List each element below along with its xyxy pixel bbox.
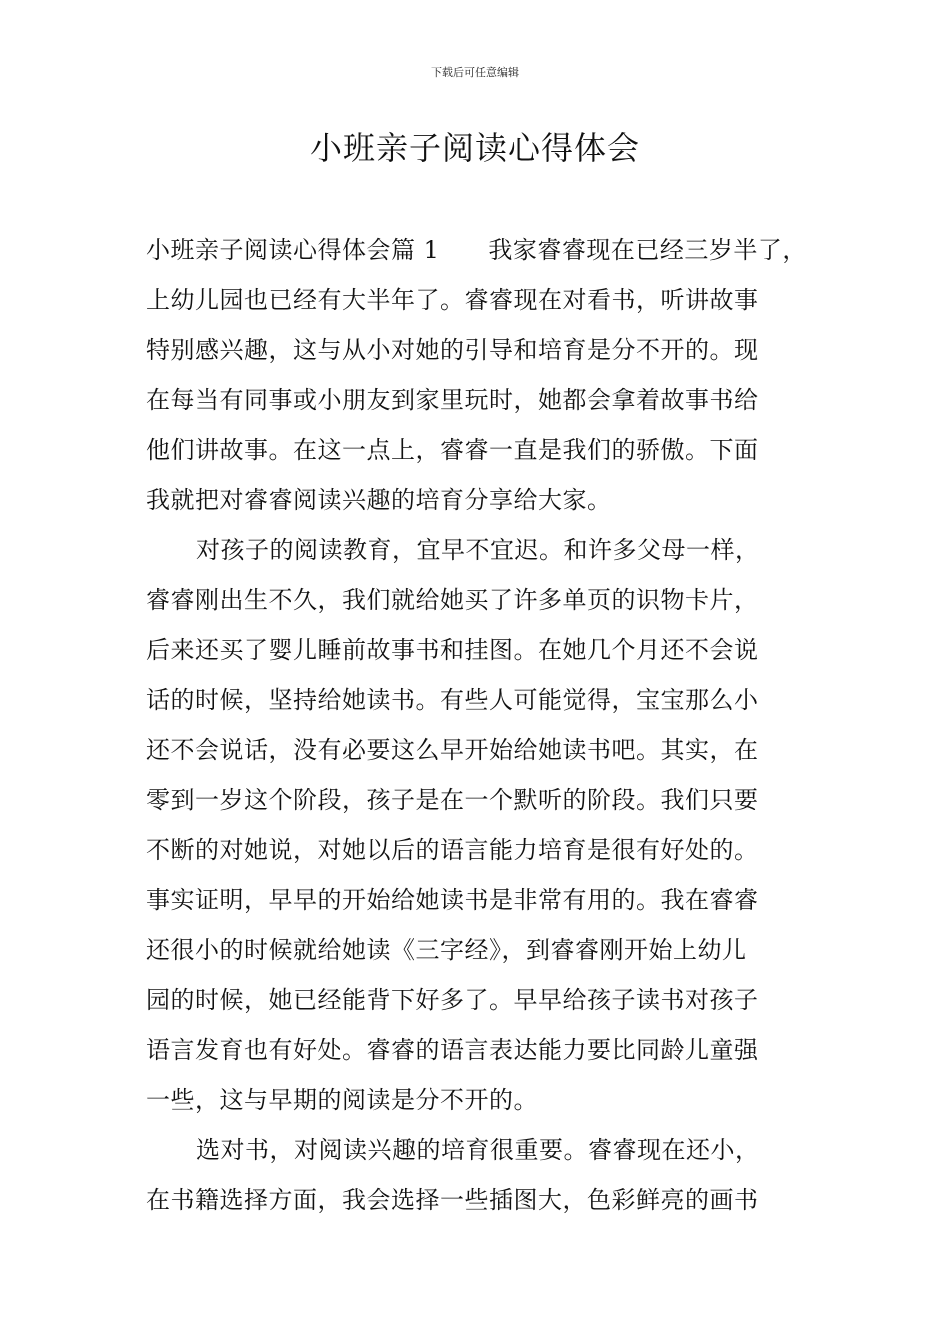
body-text xyxy=(146,225,816,1225)
text-line: 他们讲故事。在这一点上，睿睿一直是我们的骄傲。下面 xyxy=(146,436,759,464)
text-line: 一些，这与早期的阅读是分不开的。 xyxy=(146,1086,538,1114)
text-line: 小班亲子阅读心得体会篇 1 我家睿睿现在已经三岁半了， xyxy=(146,236,807,264)
text-line: 话的时候，坚持给她读书。有些人可能觉得，宝宝那么小 xyxy=(146,686,759,714)
text-line: 后来还买了婴儿睡前故事书和挂图。在她几个月还不会说 xyxy=(146,636,759,664)
text-line: 还不会说话，没有必要这么早开始给她读书吧。其实，在 xyxy=(146,736,759,764)
text-line: 语言发育也有好处。睿睿的语言表达能力要比同龄儿童强 xyxy=(146,1036,759,1064)
text-line: 在每当有同事或小朋友到家里玩时，她都会拿着故事书给 xyxy=(146,386,759,414)
page-title: 小班亲子阅读心得体会 xyxy=(309,129,640,167)
text-line: 上幼儿园也已经有大半年了。睿睿现在对看书，听讲故事 xyxy=(146,286,759,314)
text-line: 不断的对她说，对她以后的语言能力培育是很有好处的。 xyxy=(146,836,759,864)
text-line: 我就把对睿睿阅读兴趣的培育分享给大家。 xyxy=(146,486,612,514)
text-line: 还很小的时候就给她读《三字经》，到睿睿刚开始上幼儿 xyxy=(146,936,747,964)
text-line: 睿睿刚出生不久，我们就给她买了许多单页的识物卡片， xyxy=(146,586,759,614)
text-line: 园的时候，她已经能背下好多了。早早给孩子读书对孩子 xyxy=(146,986,759,1014)
text-line: 在书籍选择方面，我会选择一些插图大，色彩鲜亮的画书 xyxy=(146,1186,759,1214)
text-line: 事实证明，早早的开始给她读书是非常有用的。我在睿睿 xyxy=(146,886,759,914)
text-line: 对孩子的阅读教育，宜早不宜迟。和许多父母一样， xyxy=(196,536,760,564)
text-line: 特别感兴趣，这与从小对她的引导和培育是分不开的。现 xyxy=(146,336,759,364)
header-note: 下载后可任意编辑 xyxy=(431,66,519,79)
text-line: 选对书，对阅读兴趣的培育很重要。睿睿现在还小， xyxy=(196,1136,760,1164)
text-line: 零到一岁这个阶段，孩子是在一个默听的阶段。我们只要 xyxy=(146,786,759,814)
